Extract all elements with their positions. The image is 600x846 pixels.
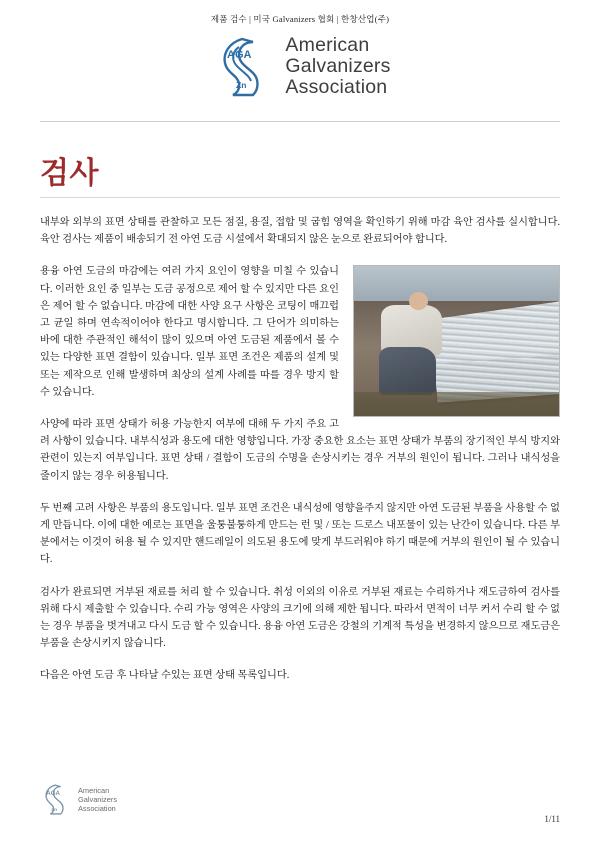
header-logo — [0, 33, 600, 99]
title-underline — [40, 197, 560, 198]
header-divider — [40, 121, 560, 122]
footer-logo — [38, 782, 117, 816]
logo-line-1: American — [285, 33, 370, 56]
paragraph-6: 다음은 아연 도금 후 나타날 수있는 표면 상태 목록입니다. — [40, 670, 290, 682]
paragraph-4: 두 번째 고려 사항은 부품의 용도입니다. 일부 표면 조건은 내식성에 영향을주지 않지만 아연 도금된 부품을 사용할 수 없게 만듭니다. 이에 대한 예로는 표면을 울퉁불퉁하게 만드는 런 및 / 또는 드로스 내포물이 있는 난간이 있습니다. 다른 부분에서는 이것이 허용 될 수 있지만 핸드레일이 의도된 용도에 맞게 부드러워야 하기 때문에 거부의 원인이 될 수 있습니다. — [40, 502, 560, 566]
aga-logo-icon — [209, 33, 275, 99]
aga-logo-icon — [38, 782, 72, 816]
footer-logo-line-2: Galvanizers — [78, 794, 118, 804]
footer-logo-line-1: American — [78, 785, 110, 795]
svg-text:Zn: Zn — [51, 806, 58, 812]
svg-text:Zn: Zn — [236, 80, 247, 90]
page-number: 1/11 — [544, 814, 560, 824]
article-body — [40, 214, 560, 700]
header-meta-line: 제품 검수 | 미국 Galvanizers 협회 | 한창산업(주) — [210, 14, 390, 24]
page-footer — [0, 756, 600, 846]
paragraph-5: 검사가 완료되면 거부된 재료를 처리 할 수 있습니다. 취성 이외의 이유로 거부된 재료는 수리하거나 재도금하여 검사를 위해 다시 제출할 수 있습니다. 수리 가능 영역은 사양의 크기에 의해 제한 됩니다. 따라서 면적이 너무 커서 수리 할 수 없는 경우 부품을 벗겨내고 다시 도금 할 수 있습니다. 용융 아연 도금은 강철의 기계적 특성을 변경하지 않으므로 재도금은 부품을 손상시키지 않습니다. — [40, 586, 560, 650]
paragraph-1: 내부와 외부의 표면 상태를 관찰하고 모든 점질, 용질, 접합 및 굽힘 영역을 확인하기 위해 마감 육안 검사를 실시합니다. 육안 검사는 제품이 배송되기 전 아연 도금 시설에서 확대되지 않은 눈으로 완료되어야 합니다. — [40, 217, 560, 246]
logo-line-2: Galvanizers — [285, 54, 391, 77]
logo-line-3: Association — [285, 75, 388, 98]
svg-text:AGA: AGA — [46, 789, 60, 797]
paragraph-2: 용융 아연 도금의 마감에는 여러 가지 요인이 영향을 미칠 수 있습니다. 이러한 요인 중 일부는 도금 공정으로 제어 할 수 있지만 다른 요인은 제어 할 수 없습니다. 마감에 대한 사양 요구 사항은 코팅이 매끄럽고 균일 하며 연속적이어야 한다고 명시합니다. 그 단어가 의미하는 바에 대한 주관적인 해석이 많이 있으며 아연 도금된 제품에서 볼 수있는 다양한 표면 결함이 있습니다. 일부 표면 조건은 제품의 설계 및 또는 제작으로 인해 발생하며 최상의 설계 사례를 따를 경우 방지 할 수 있습니다. — [40, 266, 339, 398]
footer-logo-line-3: Association — [78, 803, 116, 813]
svg-text:AGA: AGA — [227, 49, 252, 61]
footer-wordmark — [78, 786, 117, 813]
galvanized-rebar-inspection-photo — [353, 265, 560, 417]
paragraph-3: 사양에 따라 표면 상태가 허용 가능한지 여부에 대해 두 가지 주요 고려 사항이 있습니다. 내부식성과 용도에 대한 영향입니다. 가장 중요한 요소는 표면 상태가 부품의 장기적인 부식 방지와 관련이 있는지 여부입니다. 표면 상태 / 결함이 도금의 수명을 손상시키는 경우 거부의 원인이 됩니다. 그러나 내식성을 줄이지 않는 경우 허용됩니다. — [40, 419, 560, 482]
page-title: 검사 — [40, 157, 99, 190]
aga-logo-wordmark — [285, 35, 390, 98]
